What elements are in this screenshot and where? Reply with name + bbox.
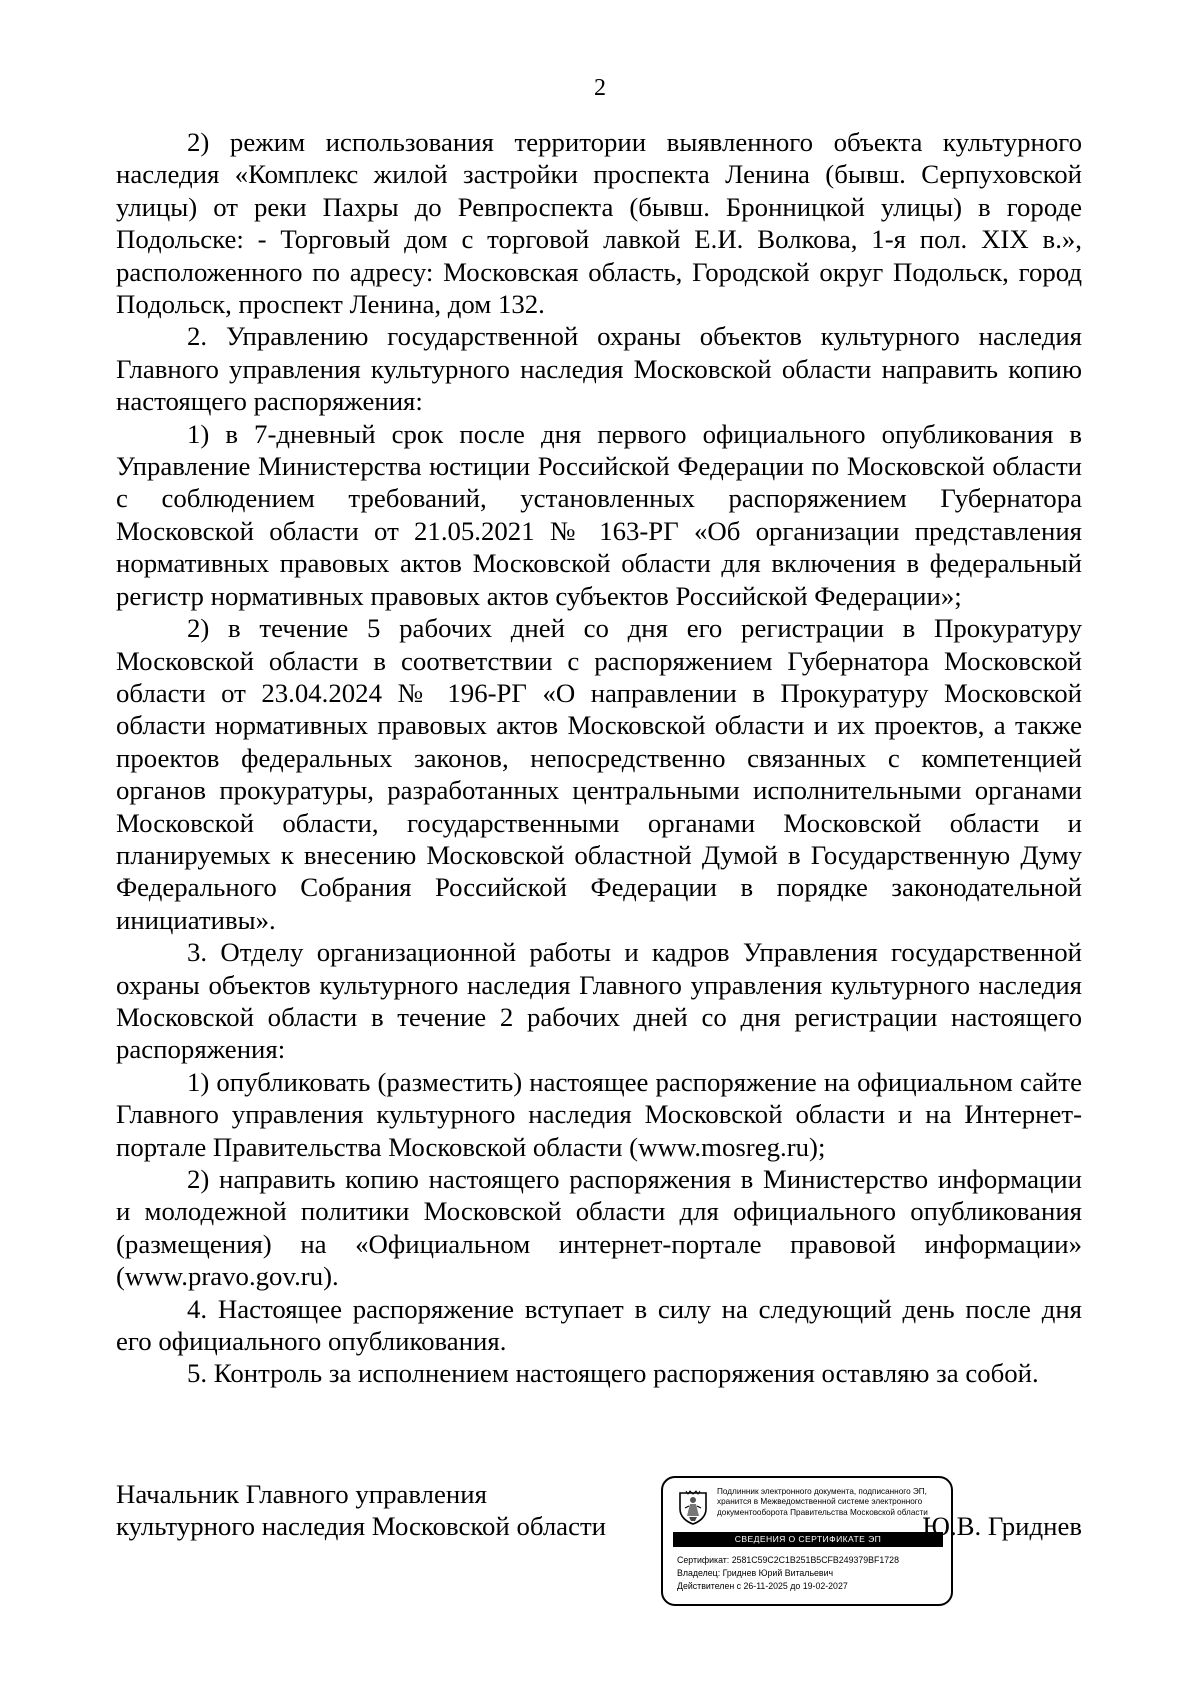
- stamp-note-line-2: хранится в Межведомственной системе электронного: [717, 1497, 923, 1507]
- stamp-note: [717, 1487, 945, 1518]
- signature-block: [116, 1476, 1082, 1616]
- stamp-note-line-3: документооборота Правительства Московской области: [717, 1507, 928, 1517]
- stamp-certificate-details: [677, 1554, 945, 1594]
- paragraph-item-2-send-copy: 2) направить копию настоящего распоряжения в Министерство информации и молодежной политики Московской области для официального опубликования (размещения) на «Официальном интернет-портале правовой информации» (www.pravo.gov.ru).: [116, 1164, 1082, 1292]
- stamp-note-line-1: Подлинник электронного документа, подписанного ЭП,: [717, 1487, 927, 1496]
- paragraph-item-1-ministry-of-justice: 1) в 7-дневный срок после дня первого официального опубликования в Управление Министерства юстиции Российской Федерации по Московской области с соблюдением требований, установленных распоряжением Губернатора Московской области от 21.05.2021 № 163-РГ «Об организации представления нормативных правовых актов Московской области для включения в федеральный регистр нормативных правовых актов субъектов Российской Федерации»;: [116, 418, 1082, 611]
- signatory-position-line-2: культурного наследия Московской области: [116, 1511, 607, 1542]
- document-body: [116, 126, 1082, 1390]
- signatory-position: [116, 1478, 656, 1543]
- page-number: 2: [594, 75, 606, 101]
- paragraph-section-5: 5. Контроль за исполнением настоящего распоряжения оставляю за собой.: [187, 1358, 1039, 1389]
- moscow-region-coat-of-arms-icon: [677, 1490, 709, 1526]
- signatory-position-line-1: Начальник Главного управления: [116, 1479, 487, 1509]
- stamp-certificate-number: Сертификат: 2581C59C2C1B251B5CFB249379BF1728: [677, 1555, 899, 1565]
- stamp-owner: Владелец: Гриднев Юрий Витальевич: [677, 1568, 834, 1579]
- paragraph-item-2-regime: 2) режим использования территории выявленного объекта культурного наследия «Комплекс жилой застройки проспекта Ленина (бывш. Серпуховской улицы) от реки Пахры до Ревпроспекта (бывш. Бронницкой улицы) в городе Подольске: - Торговый дом с торговой лавкой Е.И. Волкова, 1-я пол. XIX в.», расположенного по адресу: Московская область, Городской округ Подольск, город Подольск, проспект Ленина, дом 132.: [116, 127, 1082, 320]
- electronic-signature-stamp: [661, 1476, 953, 1606]
- paragraph-section-2: 2. Управлению государственной охраны объектов культурного наследия Главного управления культурного наследия Московской области направить копию настоящего распоряжения:: [116, 321, 1082, 417]
- signatory-name: Ю.В. Гриднев: [922, 1511, 1082, 1541]
- stamp-validity: Действителен с 26-11-2025 до 19-02-2027: [677, 1581, 848, 1592]
- paragraph-section-4: 4. Настоящее распоряжение вступает в силу на следующий день после дня его официального опубликования.: [116, 1293, 1082, 1357]
- stamp-certificate-header: СВЕДЕНИЯ О СЕРТИФИКАТЕ ЭП: [673, 1532, 943, 1547]
- paragraph-section-3: 3. Отделу организационной работы и кадров Управления государственной охраны объектов культурного наследия Главного управления культурного наследия Московской области в течение 2 рабочих дней со дня регистрации настоящего распоряжения:: [116, 937, 1082, 1065]
- paragraph-item-1-publish: 1) опубликовать (разместить) настоящее распоряжение на официальном сайте Главного управления культурного наследия Московской области и на Интернет-портале Правительства Московской области (www.mosreg.ru);: [116, 1066, 1082, 1162]
- paragraph-item-2-prosecutor: 2) в течение 5 рабочих дней со дня его регистрации в Прокуратуру Московской области в соответствии с распоряжением Губернатора Московской области от 23.04.2024 № 196-РГ «О направлении в Прокуратуру Московской области нормативных правовых актов Московской области и их проектов, а также проектов федеральных законов, непосредственно связанных с компетенцией органов прокуратуры, разработанных центральными исполнительными органами Московской области, государственными органами Московской области и планируемых к внесению Московской областной Думой в Государственную Думу Федерального Собрания Российской Федерации в порядке законодательной инициативы».: [116, 613, 1082, 935]
